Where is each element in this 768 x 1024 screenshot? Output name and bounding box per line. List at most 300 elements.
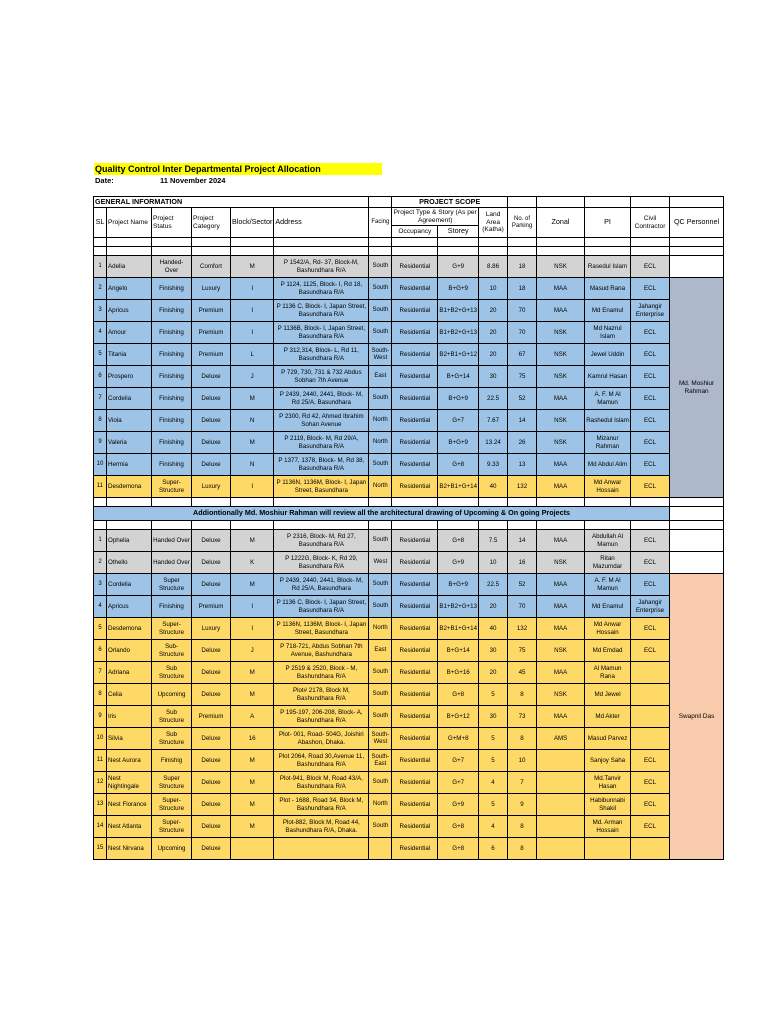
row-address: P 1377, 1378, Block- M, Rd 38, Basundhara R/A	[274, 454, 369, 476]
row-occupancy: Residential	[392, 640, 438, 662]
row-storey: B+G+9	[438, 574, 479, 596]
empty-cell	[585, 247, 631, 256]
row-occupancy: Residential	[392, 706, 438, 728]
row-sl: 13	[94, 794, 107, 816]
row-occupancy: Residential	[392, 772, 438, 794]
row-project-status: Finishing	[152, 432, 192, 454]
row-pi: Md.Tanvir Hasan	[585, 772, 631, 794]
row-civil-contractor	[631, 662, 670, 684]
row-address: Plot 2064, Road 30,Avenue 11, Bashundhara R/A	[274, 750, 369, 772]
row-sl: 7	[94, 388, 107, 410]
row-address: P 312,314, Block- L, Rd 11, Basundhara R/A	[274, 344, 369, 366]
row-address: P 1222G, Block- K, Rd 29, Basundhara R/A	[274, 552, 369, 574]
row-parking: 8	[508, 728, 537, 750]
col-qc-personnel: QC Personnel	[670, 208, 724, 238]
table-row	[94, 574, 724, 596]
row-pi: Md Enamul	[585, 300, 631, 322]
row-parking: 67	[508, 344, 537, 366]
row-facing: North	[369, 432, 392, 454]
row-project-category: Deluxe	[192, 366, 231, 388]
row-storey: B+G+16	[438, 662, 479, 684]
table-row	[94, 596, 724, 618]
row-parking: 16	[508, 552, 537, 574]
row-block-sector: M	[231, 794, 274, 816]
row-occupancy: Residential	[392, 322, 438, 344]
row-storey: G+8	[438, 530, 479, 552]
row-parking: 14	[508, 410, 537, 432]
row-land-area: 30	[479, 706, 508, 728]
row-block-sector: 16	[231, 728, 274, 750]
row-project-status: Sub Structure	[152, 662, 192, 684]
row-pi: A. F. M Al Mamun	[585, 574, 631, 596]
row-zonal: NSK	[537, 552, 585, 574]
row-project-name: Apricus	[107, 596, 152, 618]
col-sl: SL	[94, 208, 107, 238]
row-parking: 18	[508, 256, 537, 278]
empty-cell	[107, 498, 152, 507]
row-sl: 5	[94, 618, 107, 640]
table-row	[94, 322, 724, 344]
empty-cell	[192, 247, 231, 256]
row-project-status: Finishing	[152, 596, 192, 618]
empty-cell	[231, 247, 274, 256]
row-project-category: Comfort	[192, 256, 231, 278]
table-row	[94, 618, 724, 640]
row-pi: Jewel Uddin	[585, 344, 631, 366]
row-facing: West	[369, 552, 392, 574]
row-pi: Al Mamun Rana	[585, 662, 631, 684]
empty-cell	[479, 238, 508, 247]
row-block-sector: M	[231, 684, 274, 706]
col-pi: PI	[585, 208, 631, 238]
row-civil-contractor: ECL	[631, 366, 670, 388]
empty-cell	[152, 521, 192, 530]
row-land-area: 20	[479, 322, 508, 344]
col-block-sector: Block/Sector	[231, 208, 274, 238]
date-label: Date:	[95, 176, 114, 185]
row-land-area: 5	[479, 728, 508, 750]
col-civil-contractor: Civil Contractor	[631, 208, 670, 238]
row-storey: G+8	[438, 838, 479, 860]
row-land-area: 5	[479, 684, 508, 706]
row-sl: 15	[94, 838, 107, 860]
empty-cell	[479, 521, 508, 530]
row-land-area: 13.24	[479, 432, 508, 454]
row-zonal	[537, 794, 585, 816]
row-civil-contractor: ECL	[631, 476, 670, 498]
table-row	[94, 278, 724, 300]
row-project-name: Cordelia	[107, 388, 152, 410]
col-no-of-parking: No. of Parking	[508, 208, 537, 238]
row-project-name: Nest Atlanta	[107, 816, 152, 838]
col-project-category: Project Category	[192, 208, 231, 238]
row-storey: G+8	[438, 684, 479, 706]
row-zonal: MAA	[537, 574, 585, 596]
row-address	[274, 838, 369, 860]
row-civil-contractor: ECL	[631, 530, 670, 552]
row-project-category: Deluxe	[192, 640, 231, 662]
empty-cell	[94, 498, 107, 507]
row-address: P 1542/A, Rd- 37, Block-M, Bashundhara R/A	[274, 256, 369, 278]
row-project-status: Finishing	[152, 388, 192, 410]
row-zonal: NSK	[537, 640, 585, 662]
empty-cell	[369, 238, 392, 247]
row-zonal: NSK	[537, 322, 585, 344]
row-zonal: MAA	[537, 454, 585, 476]
row-facing: South	[369, 454, 392, 476]
row-project-category: Deluxe	[192, 838, 231, 860]
row-address: P 718-721, Abdus Sobhan 7th Avenue, Bashundhara	[274, 640, 369, 662]
row-address: P 729, 730, 731 & 732 Abdus Sobhan 7th Avenue	[274, 366, 369, 388]
col-occupancy: Occupancy	[392, 226, 438, 238]
row-project-name: Celia	[107, 684, 152, 706]
row-block-sector: I	[231, 618, 274, 640]
row-storey: B1+B2+G+13	[438, 322, 479, 344]
row-civil-contractor	[631, 728, 670, 750]
row-storey: B+G+9	[438, 388, 479, 410]
row-pi: Mizanur Rahman	[585, 432, 631, 454]
empty-cell	[392, 521, 438, 530]
empty-cell	[192, 521, 231, 530]
row-project-category: Premium	[192, 322, 231, 344]
row-facing: South	[369, 684, 392, 706]
row-parking: 70	[508, 596, 537, 618]
row-pi: Masud Parvez	[585, 728, 631, 750]
col-storey: Storey	[438, 226, 479, 238]
empty-cell	[670, 507, 724, 521]
row-address: Plot - 1688, Road 34, Block M, Bashundhara R/A	[274, 794, 369, 816]
row-occupancy: Residential	[392, 410, 438, 432]
row-project-name: Angelo	[107, 278, 152, 300]
row-qc-empty	[670, 256, 724, 278]
project-scope-header: PROJECT SCOPE	[392, 197, 508, 208]
row-zonal	[537, 816, 585, 838]
row-sl: 14	[94, 816, 107, 838]
row-project-category: Luxury	[192, 278, 231, 300]
row-project-category: Deluxe	[192, 728, 231, 750]
empty-cell	[369, 498, 392, 507]
row-occupancy: Residential	[392, 662, 438, 684]
table-row	[94, 552, 724, 574]
row-facing: South-West	[369, 344, 392, 366]
row-project-name: Viola	[107, 410, 152, 432]
row-pi: Md Nazrul Islam	[585, 322, 631, 344]
row-storey: G+7	[438, 410, 479, 432]
row-land-area: 22.5	[479, 574, 508, 596]
row-zonal	[537, 750, 585, 772]
row-pi: Md Jewel	[585, 684, 631, 706]
row-project-category: Luxury	[192, 476, 231, 498]
row-block-sector: M	[231, 750, 274, 772]
row-facing: South	[369, 388, 392, 410]
row-pi: Ritan Mazumdar	[585, 552, 631, 574]
empty-cell	[107, 238, 152, 247]
row-address: P 1136N, 1136M, Block- I, Japan Street, Basundhara	[274, 618, 369, 640]
row-project-status: Handed Over	[152, 530, 192, 552]
row-sl: 9	[94, 706, 107, 728]
row-occupancy: Residential	[392, 684, 438, 706]
row-occupancy: Residential	[392, 300, 438, 322]
row-project-category: Deluxe	[192, 816, 231, 838]
row-zonal: NSK	[537, 366, 585, 388]
row-land-area: 20	[479, 596, 508, 618]
row-civil-contractor: ECL	[631, 410, 670, 432]
row-land-area: 10	[479, 278, 508, 300]
row-project-status: Super-Structure	[152, 618, 192, 640]
empty-cell	[631, 498, 670, 507]
row-sl: 10	[94, 728, 107, 750]
row-occupancy: Residential	[392, 476, 438, 498]
row-zonal: MAA	[537, 618, 585, 640]
row-land-area: 4	[479, 772, 508, 794]
row-occupancy: Residential	[392, 750, 438, 772]
row-storey: G+8	[438, 816, 479, 838]
row-civil-contractor: Jahangir Enterprise	[631, 300, 670, 322]
row-occupancy: Residential	[392, 618, 438, 640]
table-row	[94, 794, 724, 816]
row-facing: South	[369, 256, 392, 278]
empty-cell	[479, 498, 508, 507]
row-project-status: Finishing	[152, 344, 192, 366]
row-parking: 8	[508, 816, 537, 838]
row-pi	[585, 838, 631, 860]
review-note: Addiontionally Md. Moshiur Rahman will review all the architectural drawing of Upcoming & On going Projects	[94, 507, 670, 521]
row-zonal: NSK	[537, 684, 585, 706]
row-sl: 6	[94, 640, 107, 662]
row-sl: 9	[94, 432, 107, 454]
row-land-area: 7.67	[479, 410, 508, 432]
table-row	[94, 706, 724, 728]
table-row	[94, 410, 724, 432]
table-row	[94, 256, 724, 278]
row-parking: 75	[508, 366, 537, 388]
row-parking: 73	[508, 706, 537, 728]
row-zonal: NSK	[537, 256, 585, 278]
empty-cell	[94, 247, 107, 256]
row-storey: G+7	[438, 772, 479, 794]
row-pi: Rasedul Islam	[585, 256, 631, 278]
row-block-sector: N	[231, 410, 274, 432]
row-project-status: Finishing	[152, 366, 192, 388]
row-civil-contractor: ECL	[631, 794, 670, 816]
row-facing	[369, 838, 392, 860]
row-project-category: Luxury	[192, 618, 231, 640]
row-address: Plot-941, Block M, Road 43/A, Bashundhara R/A	[274, 772, 369, 794]
row-block-sector: M	[231, 772, 274, 794]
row-address: P 1136B, Block- I, Japan Street, Basundhara R/A	[274, 322, 369, 344]
spacer-row	[94, 238, 724, 247]
row-facing: South	[369, 278, 392, 300]
row-facing: South	[369, 300, 392, 322]
row-storey: B1+B2+G+13	[438, 300, 479, 322]
empty-cell	[631, 521, 670, 530]
row-sl: 8	[94, 684, 107, 706]
row-project-name: Titania	[107, 344, 152, 366]
row-civil-contractor: Jahangir Enterprise	[631, 596, 670, 618]
row-storey: G+7	[438, 750, 479, 772]
empty-cell	[537, 498, 585, 507]
row-project-name: Nest Florance	[107, 794, 152, 816]
row-sl: 10	[94, 454, 107, 476]
row-land-area: 20	[479, 344, 508, 366]
row-parking: 132	[508, 618, 537, 640]
row-project-name: Nest Aurora	[107, 750, 152, 772]
row-block-sector: J	[231, 640, 274, 662]
row-pi: Sanjoy Saha	[585, 750, 631, 772]
row-sl: 2	[94, 552, 107, 574]
empty-cell	[508, 498, 537, 507]
row-project-status: Upcoming	[152, 684, 192, 706]
empty-cell	[152, 247, 192, 256]
row-address: Plot- 001, Road- 504G, Joishiri Abashon, Dhaka.	[274, 728, 369, 750]
general-information-header: GENERAL INFORMATION	[94, 197, 369, 208]
row-project-name: Amour	[107, 322, 152, 344]
col-zonal: Zonal	[537, 208, 585, 238]
row-sl: 3	[94, 574, 107, 596]
row-block-sector: J	[231, 366, 274, 388]
col-facing: Facing	[369, 208, 392, 238]
row-zonal	[537, 838, 585, 860]
row-project-name: Adelia	[107, 256, 152, 278]
row-project-status: Finishig	[152, 750, 192, 772]
table-row	[94, 530, 724, 552]
row-land-area: 5	[479, 794, 508, 816]
row-block-sector: I	[231, 322, 274, 344]
row-block-sector: I	[231, 476, 274, 498]
row-project-name: Nest Nightingale	[107, 772, 152, 794]
row-parking: 8	[508, 838, 537, 860]
row-block-sector: M	[231, 662, 274, 684]
row-zonal: MAA	[537, 300, 585, 322]
row-occupancy: Residential	[392, 388, 438, 410]
empty-cell	[274, 521, 369, 530]
row-facing: North	[369, 410, 392, 432]
table-row	[94, 640, 724, 662]
row-storey: B2+B1+G+14	[438, 476, 479, 498]
empty-cell	[537, 521, 585, 530]
row-parking: 75	[508, 640, 537, 662]
row-land-area: 20	[479, 662, 508, 684]
row-civil-contractor: ECL	[631, 454, 670, 476]
row-project-status: Sub Structure	[152, 706, 192, 728]
row-land-area: 20	[479, 300, 508, 322]
row-project-status: Sub Structure	[152, 728, 192, 750]
row-storey: G+8	[438, 454, 479, 476]
allocation-table-wrapper	[93, 196, 724, 860]
row-project-name: Silvia	[107, 728, 152, 750]
row-land-area: 30	[479, 640, 508, 662]
empty-cell	[670, 247, 724, 256]
row-zonal: MAA	[537, 476, 585, 498]
table-row	[94, 816, 724, 838]
empty-cell	[438, 498, 479, 507]
row-pi: Md Anwar Hossain	[585, 618, 631, 640]
row-block-sector	[231, 838, 274, 860]
row-project-category: Premium	[192, 344, 231, 366]
row-civil-contractor: ECL	[631, 278, 670, 300]
row-occupancy: Residential	[392, 530, 438, 552]
row-civil-contractor: ECL	[631, 256, 670, 278]
row-block-sector: M	[231, 574, 274, 596]
row-occupancy: Residential	[392, 794, 438, 816]
row-project-name: Adriana	[107, 662, 152, 684]
row-block-sector: M	[231, 530, 274, 552]
row-project-name: Apricus	[107, 300, 152, 322]
empty-cell	[107, 247, 152, 256]
table-row	[94, 838, 724, 860]
row-pi: Md Enamul	[585, 596, 631, 618]
row-civil-contractor	[631, 838, 670, 860]
row-sl: 6	[94, 366, 107, 388]
row-sl: 11	[94, 476, 107, 498]
row-storey: G+M+8	[438, 728, 479, 750]
row-storey: B+G+9	[438, 432, 479, 454]
page-title: Quality Control Inter Departmental Project Allocation	[94, 163, 382, 175]
row-civil-contractor: ECL	[631, 574, 670, 596]
row-parking: 14	[508, 530, 537, 552]
empty-cell	[585, 498, 631, 507]
row-parking: 70	[508, 322, 537, 344]
row-project-status: Finishing	[152, 300, 192, 322]
empty-cell	[94, 521, 107, 530]
row-qc-empty	[670, 530, 724, 552]
row-address: P 2316, Block- M, Rd 27, Basundhara R/A	[274, 530, 369, 552]
row-project-name: Nest Nirvana	[107, 838, 152, 860]
empty-cell	[670, 521, 724, 530]
row-sl: 11	[94, 750, 107, 772]
spacer-row	[94, 521, 724, 530]
row-pi: Md Abdul Alim	[585, 454, 631, 476]
row-land-area: 8.86	[479, 256, 508, 278]
row-project-name: Desdemona	[107, 618, 152, 640]
row-address: P 2119, Block- M, Rd 29/A, Basundhara R/A	[274, 432, 369, 454]
qc-personnel-cell: Md. Moshiur Rahman	[670, 278, 724, 498]
empty-cell	[107, 521, 152, 530]
row-facing: South	[369, 530, 392, 552]
empty-cell	[537, 247, 585, 256]
row-sl: 5	[94, 344, 107, 366]
empty-cell	[274, 238, 369, 247]
table-row	[94, 432, 724, 454]
row-pi: Habibunnabi Shakil	[585, 794, 631, 816]
row-address: P 195-197, 206-208, Block- A, Bashundhara R/A	[274, 706, 369, 728]
row-occupancy: Residential	[392, 344, 438, 366]
row-sl: 2	[94, 278, 107, 300]
row-sl: 7	[94, 662, 107, 684]
row-sl: 4	[94, 596, 107, 618]
table-row	[94, 388, 724, 410]
row-project-status: Finishing	[152, 410, 192, 432]
row-block-sector: I	[231, 596, 274, 618]
row-parking: 52	[508, 388, 537, 410]
row-project-name: Ophelia	[107, 530, 152, 552]
row-project-category: Deluxe	[192, 432, 231, 454]
row-civil-contractor: ECL	[631, 750, 670, 772]
row-land-area: 10	[479, 552, 508, 574]
row-block-sector: I	[231, 278, 274, 300]
row-project-status: Sub-Structure	[152, 640, 192, 662]
table-row	[94, 454, 724, 476]
row-project-category: Deluxe	[192, 772, 231, 794]
row-facing: South-West	[369, 728, 392, 750]
row-occupancy: Residential	[392, 552, 438, 574]
spacer-row	[94, 247, 724, 256]
row-project-name: Hermia	[107, 454, 152, 476]
empty-cell	[94, 238, 107, 247]
table-row	[94, 300, 724, 322]
row-parking: 13	[508, 454, 537, 476]
row-address: Plot-882, Block M, Road 44, Bashundhara R/A, Dhaka.	[274, 816, 369, 838]
